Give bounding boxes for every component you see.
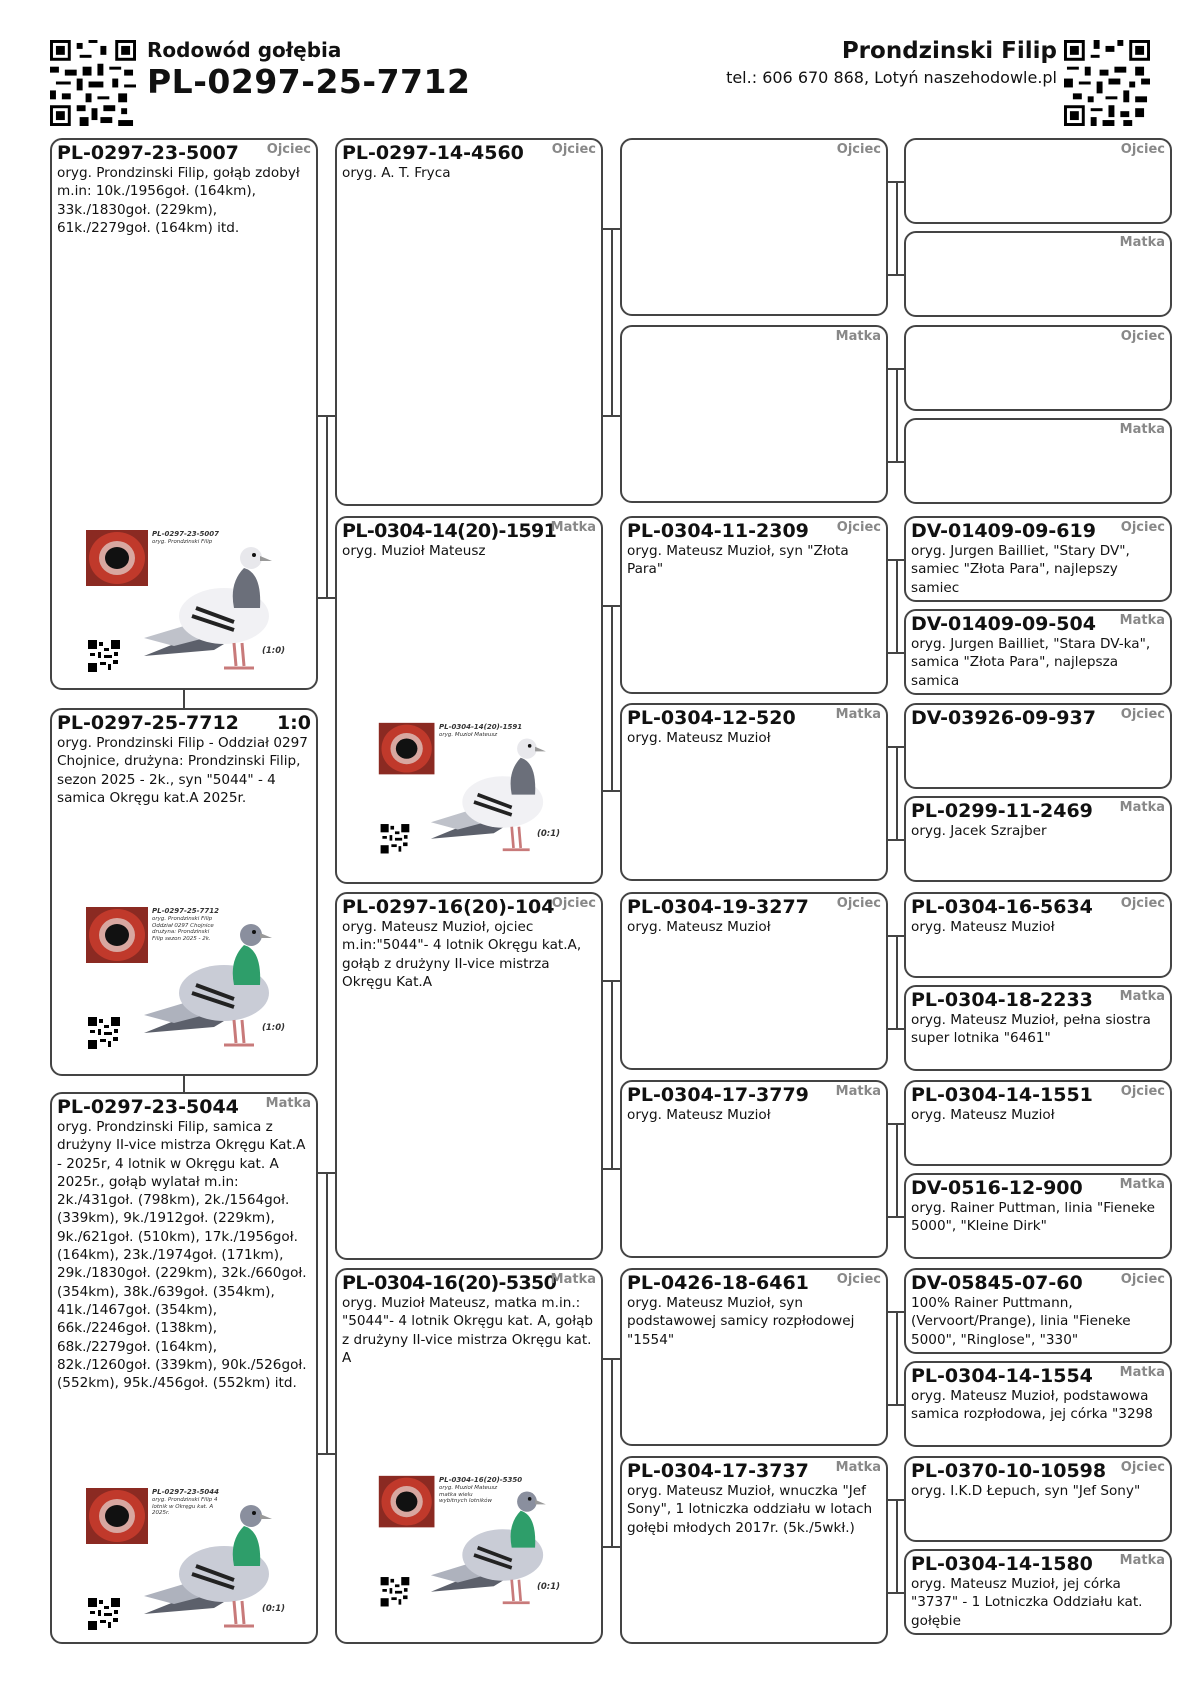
pedigree-card-gen4[interactable]: [904, 1268, 1172, 1354]
role-label: Ojciec: [551, 896, 596, 911]
pigeon-image: [84, 528, 290, 678]
ring-number: PL-0304-14(20)-1591: [342, 520, 557, 542]
description: oryg. A. T. Fryca: [342, 165, 451, 181]
ring-number: PL-0304-17-3737: [627, 1460, 809, 1482]
role-label: Matka: [1119, 1553, 1165, 1568]
description: oryg. Mateusz Muzioł, ojciec m.in:"5044"- 4 lotnik Okręgu kat.A, gołąb z drużyny II-vice mistrza Okręgu Kat.A: [342, 919, 582, 990]
ring-number: PL-0297-23-5044: [57, 1096, 239, 1118]
pedigree-card-gen4[interactable]: [904, 609, 1172, 695]
ring-number: PL-0304-16-5634: [911, 896, 1093, 918]
connector-line: [603, 415, 620, 417]
breeder-contact: tel.: 606 670 868, Lotyń naszehodowle.pl: [726, 68, 1057, 87]
pigeon-photo[interactable]: [377, 721, 562, 859]
role-label: Matka: [1119, 1365, 1165, 1380]
photo-sex: (0:1): [537, 829, 560, 839]
role-label: Matka: [835, 1460, 881, 1475]
ring-number: PL-0304-16(20)-5350: [342, 1272, 557, 1294]
ring-number: DV-01409-09-619: [911, 520, 1096, 542]
description: oryg. Rainer Puttman, linia "Fieneke 5000", "Kleine Dirk": [911, 1200, 1155, 1235]
description: oryg. Mateusz Muzioł: [911, 919, 1055, 935]
photo-caption-ring: PL-0297-23-5044: [152, 1488, 220, 1496]
ring-number: PL-0297-23-5007: [57, 142, 239, 164]
description: oryg. Mateusz Muzioł: [627, 1107, 771, 1123]
role-label: Ojciec: [1120, 142, 1165, 157]
description: oryg. Muzioł Mateusz: [342, 543, 486, 559]
photo-caption-ring: PL-0304-16(20)-5350: [439, 1476, 523, 1484]
pedigree-card-gen4[interactable]: [904, 703, 1172, 789]
pedigree-card-gen4[interactable]: [904, 231, 1172, 317]
pedigree-card-gen4[interactable]: [904, 1456, 1172, 1542]
ring-number: PL-0304-19-3277: [627, 896, 809, 918]
ring-number: PL-0304-14-1554: [911, 1365, 1093, 1387]
pedigree-card-gen4[interactable]: [904, 418, 1172, 504]
pedigree-card-gen2[interactable]: [335, 138, 603, 506]
qr-code-icon: [1064, 40, 1150, 126]
connector-line: [611, 980, 613, 1168]
connector-line: [611, 1358, 613, 1546]
connector-line: [896, 559, 898, 652]
ring-number: DV-0516-12-900: [911, 1177, 1083, 1199]
pedigree-card-gen2[interactable]: [335, 892, 603, 1260]
connector-line: [896, 1311, 898, 1404]
photo-caption-block: [439, 1476, 523, 1505]
ring-number: PL-0299-11-2469: [911, 800, 1093, 822]
connector-line: [603, 1546, 620, 1548]
ring-number: DV-01409-09-504: [911, 613, 1096, 635]
connector-line: [888, 839, 904, 841]
sex-label: 1:0: [276, 712, 311, 734]
role-label: Ojciec: [836, 520, 881, 535]
role-label: Ojciec: [1120, 1084, 1165, 1099]
pedigree-card-gen3[interactable]: [620, 516, 888, 694]
role-label: Matka: [1119, 422, 1165, 437]
ring-number: PL-0304-14-1551: [911, 1084, 1093, 1106]
description: oryg. Mateusz Muzioł, wnuczka "Jef Sony", 1 lotniczka oddziału w lotach gołębi młodych 2017r. (5k./5wkł.): [627, 1483, 873, 1536]
role-label: Ojciec: [1120, 520, 1165, 535]
description: oryg. Jurgen Bailliet, "Stary DV", samiec "Złota Para", najlepszy samiec: [911, 543, 1130, 596]
pigeon-image: [377, 721, 562, 859]
pedigree-card-gen4[interactable]: [904, 1080, 1172, 1166]
pigeon-photo[interactable]: [84, 905, 290, 1055]
pedigree-card-gen2[interactable]: [335, 516, 603, 884]
pedigree-card-gen3[interactable]: [620, 1268, 888, 1446]
connector-line: [896, 935, 898, 1028]
role-label: Ojciec: [266, 142, 311, 157]
role-label: Ojciec: [1120, 707, 1165, 722]
photo-caption-ring: PL-0304-14(20)-1591: [439, 723, 523, 731]
role-label: Matka: [265, 1096, 311, 1111]
description: oryg. Muzioł Mateusz, matka m.in.: "5044"- 4 lotnik Okręgu kat. A, gołąb z drużyny II-vice mistrza Okręgu kat. A: [342, 1295, 594, 1366]
role-label: Ojciec: [1120, 896, 1165, 911]
role-label: Matka: [1119, 989, 1165, 1004]
description: oryg. Mateusz Muzioł: [911, 1107, 1055, 1123]
role-label: Matka: [835, 329, 881, 344]
connector-line: [888, 1592, 904, 1594]
connector-line: [888, 1216, 904, 1218]
role-label: Matka: [1119, 1177, 1165, 1192]
photo-caption: oryg. Prondzinski Filip: [152, 539, 213, 545]
connector-line: [888, 1404, 904, 1406]
pedigree-card-gen4[interactable]: [904, 1549, 1172, 1635]
role-label: Ojciec: [836, 1272, 881, 1287]
description: oryg. Mateusz Muzioł, pełna siostra super lotnika "6461": [911, 1012, 1151, 1047]
description: oryg. Mateusz Muzioł: [627, 730, 771, 746]
qr-code-right-icon: [1064, 40, 1150, 126]
connector-line: [318, 597, 335, 599]
pedigree-card-gen4[interactable]: [904, 892, 1172, 978]
role-label: Matka: [835, 707, 881, 722]
ring-number: PL-0304-11-2309: [627, 520, 809, 542]
pedigree-card-subject[interactable]: [50, 708, 318, 1076]
pedigree-card-gen2[interactable]: [335, 1268, 603, 1644]
description: 100% Rainer Puttmann, (Vervoort/Prange), linia "Fieneke 5000", "Ringlose", "330": [911, 1295, 1131, 1348]
connector-line: [896, 368, 898, 461]
description: oryg. Mateusz Muzioł, jej córka "3737" - 1 Lotniczka Oddziału kat. gołębie: [911, 1576, 1143, 1629]
pedigree-card-sire[interactable]: [50, 138, 318, 690]
role-label: Ojciec: [836, 896, 881, 911]
ring-number: PL-0426-18-6461: [627, 1272, 809, 1294]
role-label: Matka: [835, 1084, 881, 1099]
connector-line: [183, 1076, 185, 1092]
photo-caption-block: [152, 907, 220, 942]
connector-line: [896, 746, 898, 839]
pedigree-card-gen4[interactable]: [904, 985, 1172, 1071]
pigeon-photo[interactable]: [84, 1486, 290, 1636]
description: oryg. Prondzinski Filip, samica z drużyny II-vice mistrza Okręgu Kat.A - 2025r, 4 lotnik w Okręgu kat. A 2025r., gołąb wylatał m.in: 2k./431goł. (798km), 2k./1564goł. (339km), 9k./1912goł. (229km), 9k./621goł. (510km), 17k./1956goł. (164km), 23k./1974goł. (171km), 29k./1830goł. (229km), 32k./660goł. (354km), 38k./639goł. (354km), 41k./1467goł. (354km), 66k./2246goł. (138km), 68k./2279goł. (164km), 82k./1260goł. (339km), 90k./526goł. (552km), 95k./456goł. (552km) itd.: [57, 1119, 307, 1392]
ring-number: DV-03926-09-937: [911, 707, 1096, 729]
ring-number: PL-0304-18-2233: [911, 989, 1093, 1011]
role-label: Ojciec: [836, 142, 881, 157]
photo-caption-ring: PL-0297-25-7712: [152, 907, 220, 915]
role-label: Matka: [1119, 800, 1165, 815]
qr-code-icon: [50, 40, 136, 126]
role-label: Matka: [1119, 235, 1165, 250]
pedigree-card-dam[interactable]: [50, 1092, 318, 1644]
role-label: Matka: [550, 520, 596, 535]
pedigree-card-gen3[interactable]: [620, 138, 888, 316]
pedigree-card-gen3[interactable]: [620, 703, 888, 881]
photo-caption: oryg. Muzioł Mateusz matka wielu wybitnych lotników: [439, 1485, 498, 1504]
connector-line: [888, 461, 904, 463]
photo-sex: (0:1): [537, 1582, 560, 1592]
description: oryg. Mateusz Muzioł, syn podstawowej samicy rozpłodowej "1554": [627, 1295, 855, 1348]
photo-caption-block: [152, 1488, 232, 1517]
ring-number: DV-05845-07-60: [911, 1272, 1083, 1294]
connector-line: [611, 228, 613, 415]
connector-line: [603, 1168, 620, 1170]
photo-caption: oryg. Prondzinski Filip 4 lotnik w Okręgu kat. A 2025r.: [152, 1497, 218, 1516]
pedigree-card-gen4[interactable]: [904, 516, 1172, 602]
role-label: Matka: [550, 1272, 596, 1287]
pedigree-card-gen4[interactable]: [904, 796, 1172, 882]
description: oryg. Mateusz Muzioł: [627, 919, 771, 935]
ring-number: PL-0304-14-1580: [911, 1553, 1093, 1575]
pedigree-card-gen3[interactable]: [620, 1080, 888, 1258]
connector-line: [888, 1028, 904, 1030]
ring-number: PL-0370-10-10598: [911, 1460, 1107, 1482]
ring-number: PL-0297-16(20)-104: [342, 896, 555, 918]
document-title: Rodowód gołębia: [147, 38, 342, 62]
pigeon-photo[interactable]: [377, 1474, 562, 1612]
role-label: Ojciec: [551, 142, 596, 157]
connector-line: [611, 605, 613, 790]
description: oryg. Prondzinski Filip - Oddział 0297 Chojnice, drużyna: Prondzinski Filip, sezon 2025 - 2k., syn "5044" - 4 samica Okręgu kat.A 2025r.: [57, 735, 308, 806]
breeder-name: Prondzinski Filip: [841, 38, 1057, 64]
description: oryg. Mateusz Muzioł, syn "Złota Para": [627, 543, 849, 578]
role-label: Ojciec: [1120, 329, 1165, 344]
photo-caption-block: [152, 530, 232, 546]
description: oryg. Jacek Szrajber: [911, 823, 1047, 839]
photo-caption-block: [439, 723, 523, 739]
photo-sex: (0:1): [262, 1604, 285, 1614]
connector-line: [183, 690, 185, 708]
connector-line: [326, 415, 328, 597]
pedigree-card-gen3[interactable]: [620, 325, 888, 503]
connector-line: [896, 1123, 898, 1216]
ring-number: PL-0297-14-4560: [342, 142, 524, 164]
pedigree-card-gen4[interactable]: [904, 325, 1172, 411]
pedigree-card-gen4[interactable]: [904, 138, 1172, 224]
connector-line: [326, 1172, 328, 1453]
role-label: Matka: [1119, 613, 1165, 628]
role-label: Ojciec: [1120, 1272, 1165, 1287]
connector-line: [896, 181, 898, 274]
connector-line: [896, 1499, 898, 1592]
photo-sex: (1:0): [262, 1023, 285, 1033]
pedigree-card-gen3[interactable]: [620, 1456, 888, 1644]
photo-sex: (1:0): [262, 646, 285, 656]
description: oryg. Prondzinski Filip, gołąb zdobył m.in: 10k./1956goł. (164km), 33k./1830goł. (229km), 61k./2279goł. (164km) itd.: [57, 165, 300, 236]
qr-code-left-icon: [50, 40, 136, 126]
description: oryg. Jurgen Bailliet, "Stara DV-ka", samica "Złota Para", najlepsza samica: [911, 636, 1151, 689]
connector-line: [888, 652, 904, 654]
pedigree-card-gen4[interactable]: [904, 1361, 1172, 1447]
connector-line: [603, 790, 620, 792]
photo-caption: oryg. Prondzinski Filip Oddział 0297 Chojnice drużyna: Prondzinski Filip sezon 2025 - 2k.: [152, 916, 214, 942]
ring-number: PL-0297-25-7712: [57, 712, 239, 734]
connector-line: [318, 1453, 335, 1455]
pigeon-photo[interactable]: [84, 528, 290, 678]
photo-caption-ring: PL-0297-23-5007: [152, 530, 220, 538]
ring-number: PL-0304-17-3779: [627, 1084, 809, 1106]
ring-number: PL-0304-12-520: [627, 707, 796, 729]
pedigree-card-gen3[interactable]: [620, 892, 888, 1070]
pedigree-card-gen4[interactable]: [904, 1173, 1172, 1259]
description: oryg. Mateusz Muzioł, podstawowa samica rozpłodowa, jej córka "3298: [911, 1388, 1153, 1423]
main-ring-number: PL-0297-25-7712: [147, 62, 471, 101]
connector-line: [888, 274, 904, 276]
photo-caption: oryg. Muzioł Mateusz: [439, 732, 498, 738]
role-label: Ojciec: [1120, 1460, 1165, 1475]
description: oryg. I.K.D Łepuch, syn "Jef Sony": [911, 1483, 1141, 1499]
